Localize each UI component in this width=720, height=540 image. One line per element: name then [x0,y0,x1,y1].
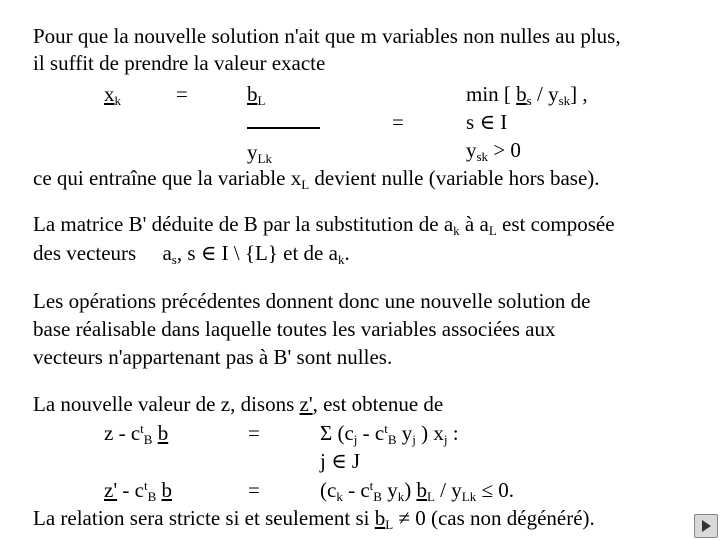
para4-line1: La nouvelle valeur de z, disons z', est obtenue de [33,392,444,416]
formula2-lhs: z - $c^t_B$ b [104,421,169,447]
formula3-eq: = [248,478,260,502]
para3-line1: Les opérations précédentes donnent donc une nouvelle solution de [33,289,591,313]
para1-line1: Pour que la nouvelle solution n'ait que m variables non nulles au plus, [33,24,621,48]
formula2-eq: = [248,421,260,445]
fraction-bar [247,127,320,129]
formula-denominator-yLk: $y_{Lk}$ [247,140,272,166]
para1-conclusion: ce qui entraîne que la variable $x_L$ devient nulle (variable hors base). [33,166,600,192]
next-slide-button[interactable] [694,514,718,538]
formula-eq-2: = [392,110,404,134]
formula3-lhs: z' - $c^t_B$ b [104,478,172,504]
formula2-rhs: Σ ($c_j - c^t_B$ $y_j$ ) $x_j$ : [320,421,459,447]
para4-last-line: La relation sera stricte si et seulement si $b_L \ne 0$ (cas non dégénéré). [33,506,595,532]
para2-line2: des vecteurs $a_s$, s ∈ I \ {L} et de $a_k$. [33,241,350,267]
formula-cond-ysk-positive: $y_{sk} > 0$ [466,138,521,164]
formula-numerator-bL: $b_L$ [247,82,266,108]
next-slide-icon [695,515,717,537]
formula-xk: $x_k$ [104,82,121,108]
para3-line2: base réalisable dans laquelle toutes les variables associées aux [33,317,556,341]
para3-line3: vecteurs n'appartenant pas à B' sont nulles. [33,345,393,369]
formula-cond-s-in-I: s ∈ I [466,110,508,134]
para1-line2: il suffit de prendre la valeur exacte [33,51,326,75]
formula2-sum-index: j ∈ J [320,449,361,473]
para2-line1: La matrice B' déduite de B par la substitution de $a_k$ à $a_L$ est composée [33,212,615,238]
formula-eq-1: = [176,82,188,106]
formula3-rhs: ($c_k - c^t_B$ $y_k$) $b_L / y_{Lk} \le 0$. [320,478,514,504]
formula-min: min [ $b_s / y_{sk}$] , [466,82,588,108]
